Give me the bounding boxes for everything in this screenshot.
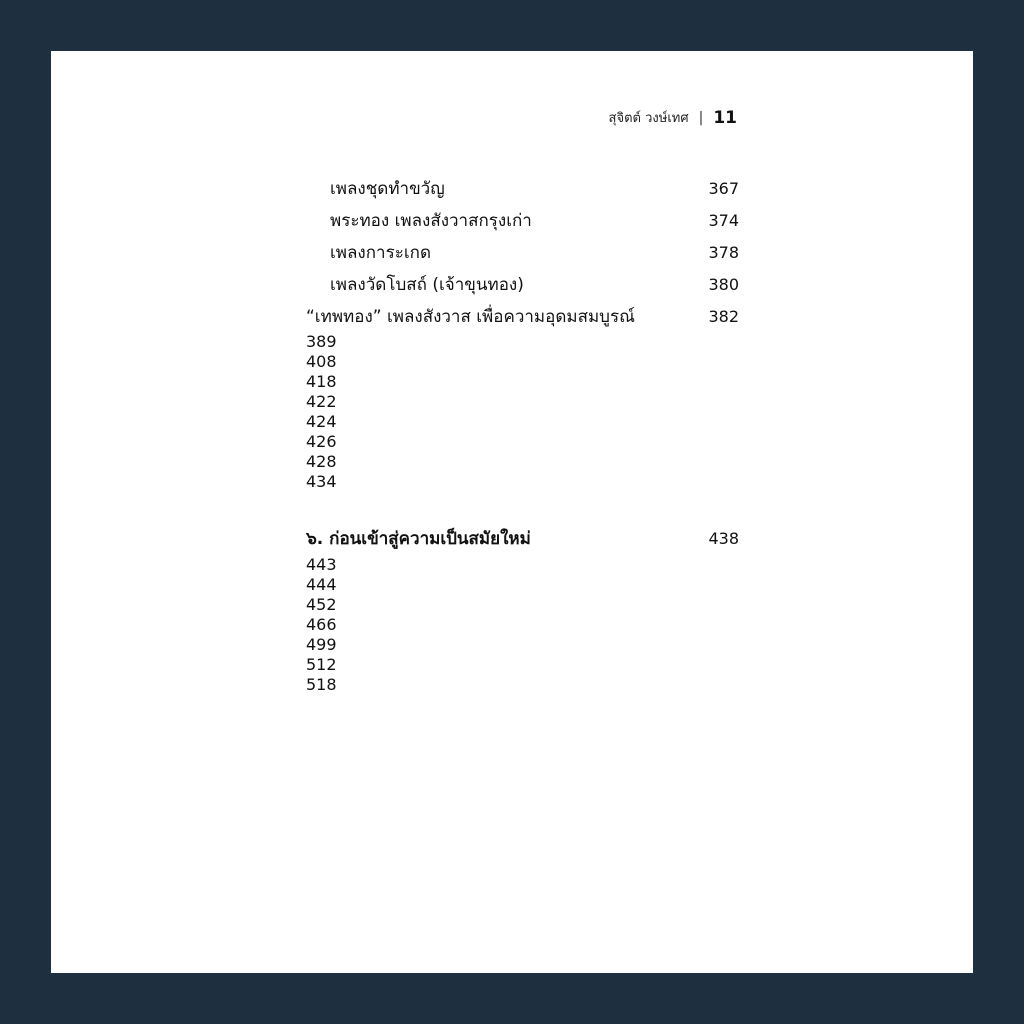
toc-entry xyxy=(306,452,337,472)
toc-entry-page: 512 xyxy=(306,655,337,675)
toc-entry-page: 466 xyxy=(306,615,337,635)
toc-entry-title: เพลงวัดโบสถ์ (เจ้าขุนทอง) xyxy=(330,274,524,295)
toc-entry-title: ๖. ก่อนเข้าสู่ความเป็นสมัยใหม่ xyxy=(306,529,531,550)
toc-entry xyxy=(306,555,337,575)
toc-entry xyxy=(306,595,337,615)
toc-entry xyxy=(306,432,337,452)
toc-entry xyxy=(306,472,337,492)
table-of-contents xyxy=(306,173,739,695)
toc-entry xyxy=(306,615,337,635)
toc-entry-page: 438 xyxy=(708,529,739,549)
toc-entry-page: 380 xyxy=(708,274,739,294)
toc-entry-page: 518 xyxy=(306,675,337,695)
toc-entry xyxy=(306,392,337,412)
book-page xyxy=(51,51,973,973)
toc-entry xyxy=(306,205,739,237)
toc-entry xyxy=(306,635,337,655)
toc-entry xyxy=(306,173,739,205)
toc-entry-page: 424 xyxy=(306,412,337,432)
toc-entry xyxy=(306,372,337,392)
toc-entry-title: “เทพทอง” เพลงสังวาส เพื่อความอุดมสมบูรณ์ xyxy=(306,306,635,327)
toc-entry xyxy=(306,655,337,675)
toc-entry-title: พระทอง เพลงสังวาสกรุงเก่า xyxy=(330,211,532,232)
toc-entry-title: เพลงชุดทำขวัญ xyxy=(330,179,445,200)
toc-entry-page: 452 xyxy=(306,595,337,615)
toc-entry xyxy=(306,268,739,300)
toc-entry-label-box xyxy=(306,175,679,202)
toc-entry-page: 408 xyxy=(306,352,337,372)
toc-entry-page: 499 xyxy=(306,635,337,655)
toc-entry-label-box xyxy=(306,207,679,234)
toc-entry-page: 444 xyxy=(306,575,337,595)
toc-entry-page: 382 xyxy=(708,306,739,326)
header-separator: | xyxy=(698,109,704,126)
toc-entry-label-box xyxy=(306,271,679,298)
toc-entry-page: 428 xyxy=(306,452,337,472)
toc-entry-page: 367 xyxy=(708,179,739,199)
toc-entry-page: 389 xyxy=(306,332,337,352)
toc-entry-label-box xyxy=(306,239,679,266)
toc-entry-page: 434 xyxy=(306,472,337,492)
toc-entry-page: 418 xyxy=(306,372,337,392)
toc-entry-page: 422 xyxy=(306,392,337,412)
toc-entry-title: เพลงการะเกด xyxy=(330,242,431,263)
toc-entry-page: 378 xyxy=(708,242,739,262)
toc-entry xyxy=(306,412,337,432)
toc-entry-label-box xyxy=(306,303,679,330)
running-header xyxy=(609,107,737,128)
toc-entry xyxy=(306,237,739,269)
toc-entry xyxy=(306,352,337,372)
page-number: 11 xyxy=(713,107,737,128)
toc-entry xyxy=(306,575,337,595)
author-name: สุจิตต์ วงษ์เทศ xyxy=(608,111,689,126)
toc-entry-page: 426 xyxy=(306,432,337,452)
toc-entry xyxy=(306,332,337,352)
toc-entry xyxy=(306,300,739,332)
toc-entry xyxy=(306,675,337,695)
toc-entry-page: 374 xyxy=(708,211,739,231)
toc-entry xyxy=(306,523,739,555)
toc-entry-label-box xyxy=(306,525,679,552)
toc-entry-page: 443 xyxy=(306,555,337,575)
